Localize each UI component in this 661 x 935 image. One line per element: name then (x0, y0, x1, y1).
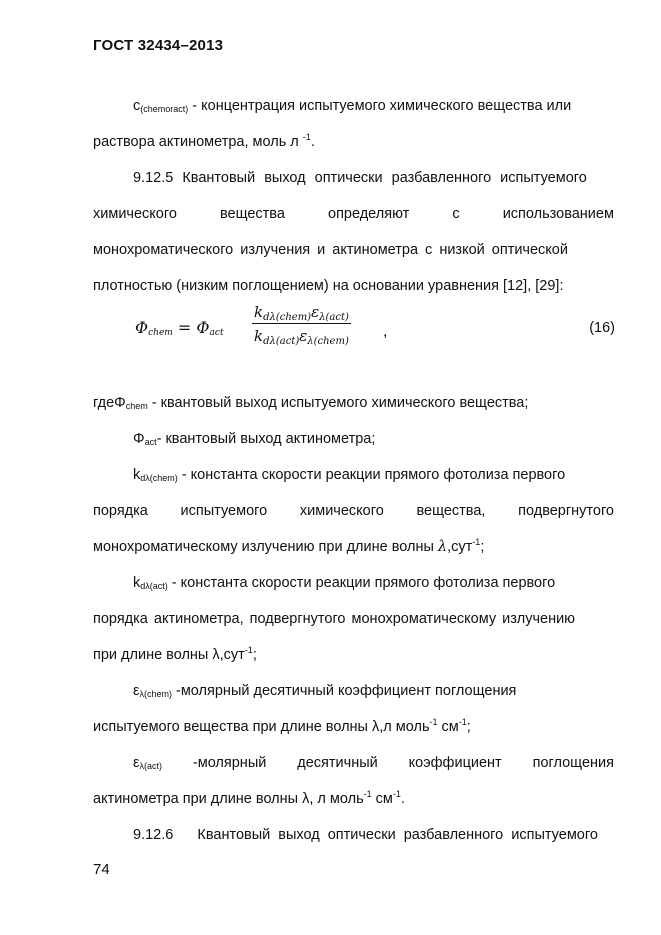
symbol: k (133, 575, 141, 591)
line-text: Квантовый выход оптически разбавленного испытуемого (197, 827, 598, 843)
equation-fraction (252, 303, 351, 345)
subscript: act (144, 437, 157, 447)
subscript: dλ(chem) (140, 473, 178, 483)
equals-sign: = (172, 318, 197, 337)
text-line-18 (93, 790, 614, 808)
equation-number: (16) (589, 320, 615, 336)
superscript: -1 (458, 717, 467, 727)
line-text: см (371, 791, 393, 807)
text-line-12 (133, 574, 614, 592)
text-line-2 (93, 133, 614, 151)
fraction-numerator (252, 303, 351, 324)
subscript: dλ(act) (263, 336, 300, 347)
text-line-15 (133, 682, 614, 700)
symbol: c (133, 98, 141, 114)
word: вещества, (416, 503, 486, 519)
word: где (93, 395, 115, 411)
phi-symbol: Φ (196, 318, 210, 337)
k-symbol: k (254, 303, 264, 321)
line-text: см (437, 719, 459, 735)
page-number: 74 (93, 861, 110, 878)
line-end: ; (480, 539, 485, 555)
line-text: - константа скорости реакции прямого фотолиза первого (177, 467, 566, 483)
subscript: λ(act) (139, 761, 162, 771)
text-line-16 (93, 718, 614, 736)
subscript: (chemoract) (140, 104, 189, 114)
text-line-3: 9.12.5 Квантовый выход оптически разбавленного испытуемого (133, 170, 587, 186)
line-end: . (400, 791, 405, 807)
text-line-1 (133, 97, 614, 115)
subscript: dλ(chem) (263, 312, 312, 323)
line-text: - константа скорости реакции прямого фотолиза первого (167, 575, 556, 591)
line-end: ; (466, 719, 471, 735)
text-line-4 (93, 205, 614, 223)
text-line-13: порядка актинометра, подвергнутого монохроматическому излучению (93, 611, 576, 627)
word: с (452, 206, 460, 222)
line-text: - концентрация испытуемого химического вещества или (188, 98, 572, 114)
text-line-11 (93, 538, 614, 556)
lambda-symbol: λ (437, 539, 448, 555)
superscript: -1 (302, 132, 311, 142)
line-text: актинометра при длине волны λ, л моль (93, 791, 364, 807)
superscript: -1 (363, 789, 372, 799)
line-text: -молярный десятичный коэффициент поглощения (171, 683, 517, 699)
superscript: -1 (472, 537, 481, 547)
subscript: act (209, 328, 224, 338)
subscript: λ(chem) (139, 689, 172, 699)
line-text: раствора актинометра, моль л (93, 134, 303, 150)
section-number: 9.12.6 (133, 827, 174, 843)
unit: ,сут (447, 539, 473, 555)
word: химического (93, 206, 177, 222)
symbol: k (133, 467, 141, 483)
superscript: -1 (392, 789, 401, 799)
word: -молярный (192, 755, 267, 771)
symbol: Φ (133, 431, 145, 447)
line-end: ; (252, 647, 257, 663)
equation-16 (135, 303, 615, 355)
word: поглощения (532, 755, 614, 771)
epsilon-symbol: ε (311, 303, 320, 321)
subscript: λ(act) (319, 312, 349, 323)
superscript: -1 (244, 645, 253, 655)
word: химического (299, 503, 384, 519)
line-end: . (310, 134, 315, 150)
superscript: -1 (429, 717, 438, 727)
symbol: ε (133, 755, 140, 771)
word: порядка (93, 503, 148, 519)
word: десятичный (297, 755, 378, 771)
subscript: chem (125, 401, 148, 411)
epsilon-symbol: ε (299, 327, 308, 345)
word: использованием (502, 206, 614, 222)
text-line-17 (133, 754, 614, 772)
line-text: - квантовый выход актинометра; (156, 431, 376, 447)
word: испытуемого (180, 503, 268, 519)
k-symbol: k (254, 327, 264, 345)
phi-symbol: Φ (135, 318, 149, 337)
word: вещества (219, 206, 285, 222)
text-line-10 (93, 502, 614, 520)
word: определяют (328, 206, 410, 222)
line-text: при длине волны λ,сут (93, 647, 245, 663)
line-text: испытуемого вещества при длине волны λ,л моль (93, 719, 430, 735)
line-text: монохроматическому излучению при длине волны (93, 539, 438, 555)
subscript: λ(chem) (307, 336, 349, 347)
symbol-group (133, 754, 162, 772)
fraction-denominator (252, 324, 351, 345)
text-line-7 (93, 394, 614, 412)
text-line-6: плотностью (низким поглощением) на основании уравнения [12], [29]: (93, 278, 564, 294)
document-header: ГОСТ 32434–2013 (93, 37, 224, 54)
word: подвергнутого (518, 503, 614, 519)
text-line-5: монохроматического излучения и актинометра с низкой оптической (93, 242, 568, 258)
equation-lhs (135, 318, 224, 337)
symbol: Φ (114, 395, 126, 411)
word: коэффициент (408, 755, 502, 771)
equation-comma: , (383, 323, 388, 340)
text-line-14 (93, 646, 614, 664)
line-text: - квантовый выход испытуемого химического вещества; (147, 395, 529, 411)
text-line-19 (133, 826, 614, 844)
text-line-9 (133, 466, 614, 484)
subscript: dλ(act) (140, 581, 168, 591)
text-line-8 (133, 430, 614, 448)
symbol: ε (133, 683, 140, 699)
subscript: chem (148, 328, 173, 338)
